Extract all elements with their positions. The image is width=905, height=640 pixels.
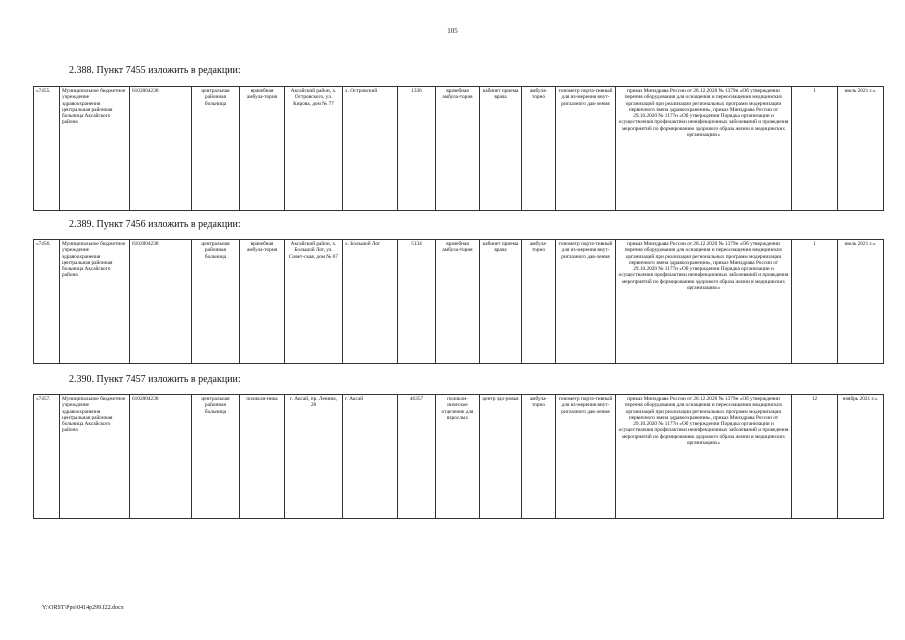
- locality: г. Аксай: [343, 395, 398, 519]
- quantity: 12: [792, 395, 838, 519]
- address: Аксайский район, х. Островского, ул. Кирова, дом № 77: [285, 87, 343, 211]
- address: Аксайский район, х. Большой Лог, ул. Совет-ская, дом № 67: [285, 240, 343, 364]
- inn-code: 6102004238: [130, 87, 192, 211]
- address: г. Аксай, пр. Ленина, 28: [285, 395, 343, 519]
- row-number: «7455.: [34, 87, 60, 211]
- care-form: амбула-торно: [522, 240, 556, 364]
- facility-subtype: поликли-ника: [240, 395, 285, 519]
- quantity: 1: [792, 87, 838, 211]
- table-row: [34, 240, 884, 364]
- legal-basis: приказ Минздрава России от 28.12.2020 № 1379н «Об утверждении перечня оборудования для оснащения и переоснащения медицинских организаций при реализации региональных программ модернизации первичного звена здравоохранения», приказ Минздрава России от 29.10.2020 № 1177н «Об утверждении Порядка организации и осуществления профилактики неинфекционных заболеваний и проведения мероприятий по формированию здорового образа жизни в медицинских организациях»: [616, 240, 792, 364]
- facility-subtype: врачебная амбула-тория: [240, 87, 285, 211]
- registry-table: [33, 394, 884, 519]
- organization-name: Муниципальное бюджетное учреждение здравоохранения центральная районная больница Аксайского района: [60, 87, 130, 211]
- population: 1336: [398, 87, 436, 211]
- care-form: амбула-торно: [522, 87, 556, 211]
- department: поликли-ническое отделение для взрослых: [436, 395, 480, 519]
- department: врачебная амбула-тория: [436, 240, 480, 364]
- locality: х. Большой Лог: [343, 240, 398, 364]
- equipment: тонометр порта-тивный для из-мерения внут-риглазного дав-ления: [556, 87, 616, 211]
- room: центр здо-ровья: [480, 395, 522, 519]
- legal-basis: приказ Минздрава России от 28.12.2020 № 1379н «Об утверждении перечня оборудования для оснащения и переоснащения медицинских организаций при реализации региональных программ модернизации первичного звена здравоохранения», приказ Минздрава России от 29.10.2020 № 1177н «Об утверждении Порядка организации и осуществления профилактики неинфекционных заболеваний и проведения мероприятий по формированию здорового образа жизни в медицинских организациях»: [616, 87, 792, 211]
- population: 46357: [398, 395, 436, 519]
- row-number: «7456.: [34, 240, 60, 364]
- care-form: амбула-торно: [522, 395, 556, 519]
- registry-table: [33, 86, 884, 211]
- room: кабинет приема врача: [480, 87, 522, 211]
- locality: х. Островский: [343, 87, 398, 211]
- table-row: [34, 395, 884, 519]
- facility-type: центральная районная больница: [192, 395, 240, 519]
- facility-type: центральная районная больница: [192, 240, 240, 364]
- room: кабинет приема врача: [480, 240, 522, 364]
- delivery-date: июль 2021 г.».: [838, 87, 884, 211]
- row-number: «7457.: [34, 395, 60, 519]
- registry-table: [33, 239, 884, 364]
- delivery-date: ноябрь 2021 г.».: [838, 395, 884, 519]
- population: 5134: [398, 240, 436, 364]
- organization-name: Муниципальное бюджетное учреждение здравоохранения центральная районная больница Аксайского района: [60, 240, 130, 364]
- equipment: тонометр порта-тивный для из-мерения внут-риглазного дав-ления: [556, 240, 616, 364]
- legal-basis: приказ Минздрава России от 28.12.2020 № 1379н «Об утверждении перечня оборудования для оснащения и переоснащения медицинских организаций при реализации региональных программ модернизации первичного звена здравоохранения», приказ Минздрава России от 29.10.2020 № 1177н «Об утверждении Порядка организации и осуществления профилактики неинфекционных заболеваний и проведения мероприятий по формированию здорового образа жизни в медицинских организациях»: [616, 395, 792, 519]
- inn-code: 6102004238: [130, 395, 192, 519]
- department: врачебная амбула-тория: [436, 87, 480, 211]
- organization-name: Муниципальное бюджетное учреждение здравоохранения центральная районная больница Аксайского района: [60, 395, 130, 519]
- file-path-footer: Y:\ORST\Ppo\0414p299.f22.docx: [42, 605, 124, 611]
- section-heading: 2.390. Пункт 7457 изложить в редакции:: [69, 374, 241, 385]
- facility-type: центральная районная больница: [192, 87, 240, 211]
- section-heading: 2.388. Пункт 7455 изложить в редакции:: [69, 65, 241, 76]
- quantity: 1: [792, 240, 838, 364]
- section-heading: 2.389. Пункт 7456 изложить в редакции:: [69, 219, 241, 230]
- delivery-date: июль 2021 г.».: [838, 240, 884, 364]
- inn-code: 6102004238: [130, 240, 192, 364]
- equipment: тонометр порта-тивный для из-мерения внут-риглазного дав-ления: [556, 395, 616, 519]
- facility-subtype: врачебная амбула-тория: [240, 240, 285, 364]
- table-row: [34, 87, 884, 211]
- page-number: 105: [447, 27, 458, 35]
